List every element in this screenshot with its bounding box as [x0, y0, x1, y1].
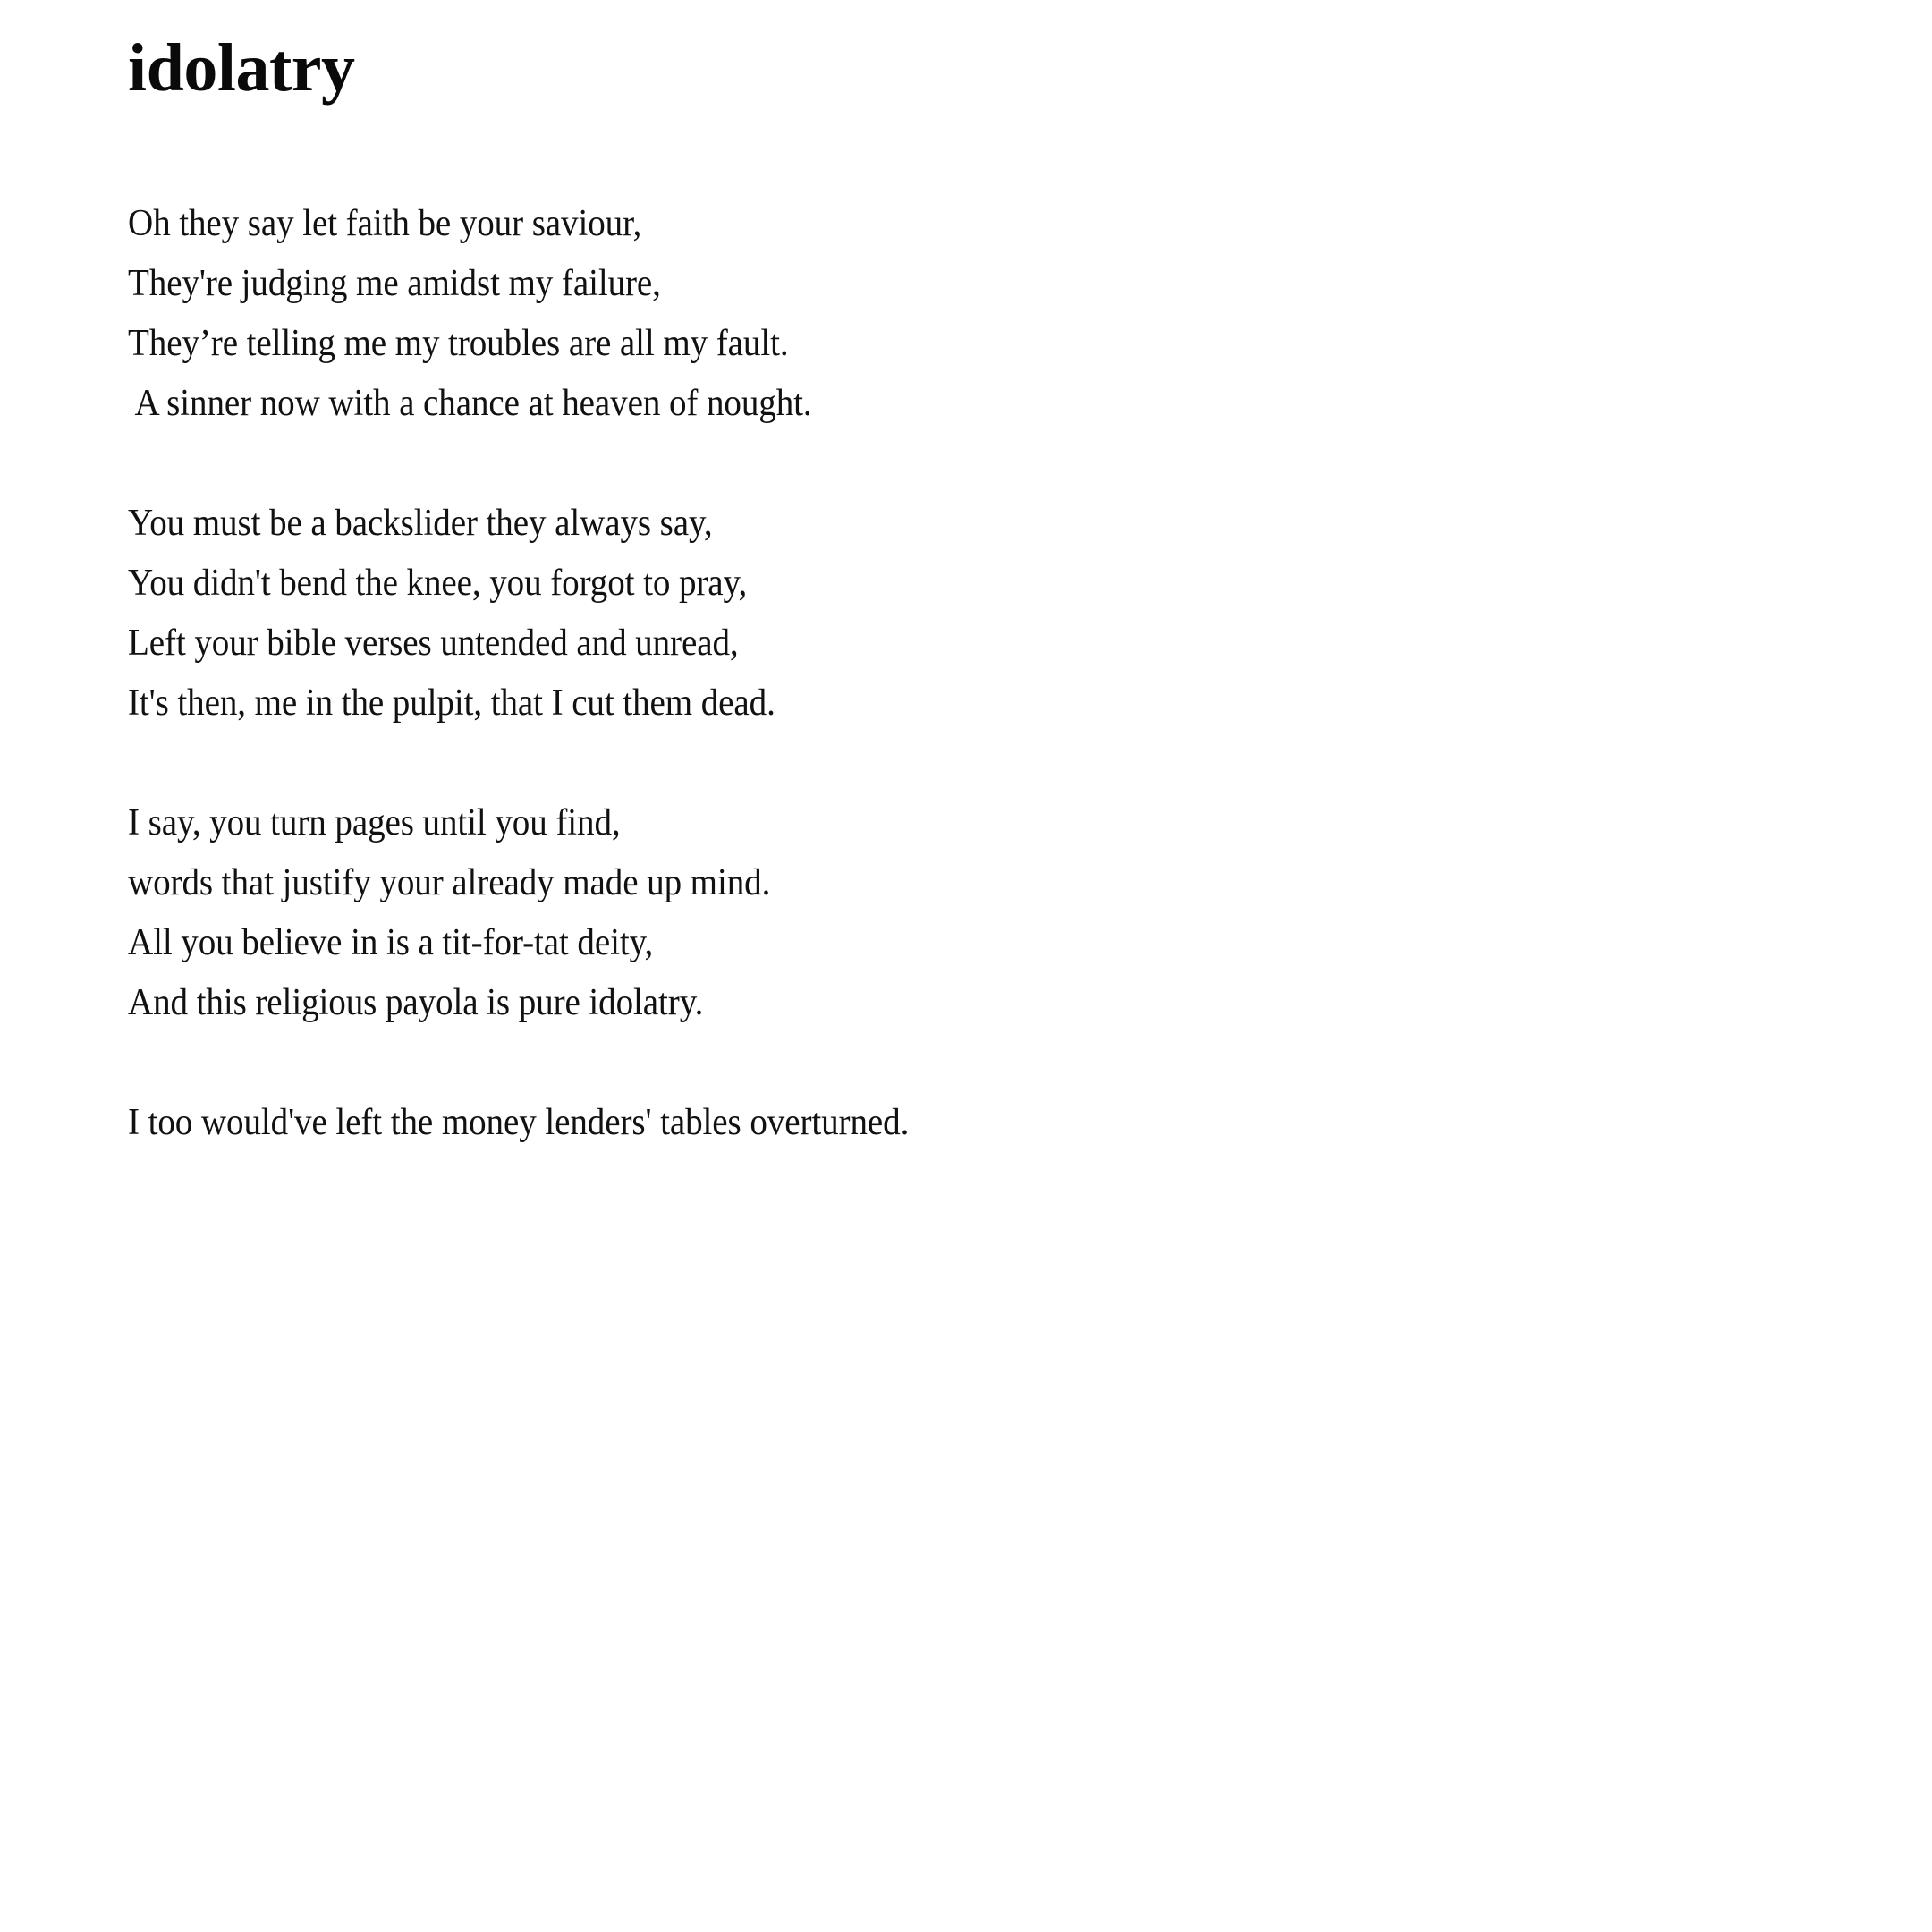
poem-line: words that justify your already made up mind.: [128, 862, 771, 903]
poem-line: You didn't bend the knee, you forgot to pray,: [128, 563, 748, 604]
poem-line: I too would've left the money lenders' tables overturned.: [128, 1102, 910, 1143]
poem-line: They’re telling me my troubles are all my fault.: [128, 323, 789, 364]
poem-line: All you believe in is a tit-for-tat deity,: [128, 922, 654, 963]
poem-line: And this religious payola is pure idolatry.: [128, 982, 704, 1023]
stanza: [128, 194, 1825, 434]
stanza: [128, 793, 1825, 1033]
page-title: idolatry: [128, 30, 355, 106]
poem-line: It's then, me in the pulpit, that I cut them dead.: [128, 682, 775, 724]
stanza: [128, 494, 1825, 733]
stanza: [128, 1093, 1825, 1153]
poem-line: Left your bible verses untended and unread,: [128, 623, 739, 664]
poem-body: [128, 194, 1825, 1153]
poem-line: Oh they say let faith be your saviour,: [128, 203, 642, 244]
poem-line: You must be a backslider they always say,: [128, 503, 713, 544]
poem-line: They're judging me amidst my failure,: [128, 263, 661, 304]
poem-line: A sinner now with a chance at heaven of nought.: [128, 383, 812, 424]
poem-line: I say, you turn pages until you find,: [128, 802, 621, 843]
poem-container: [128, 30, 1825, 1153]
